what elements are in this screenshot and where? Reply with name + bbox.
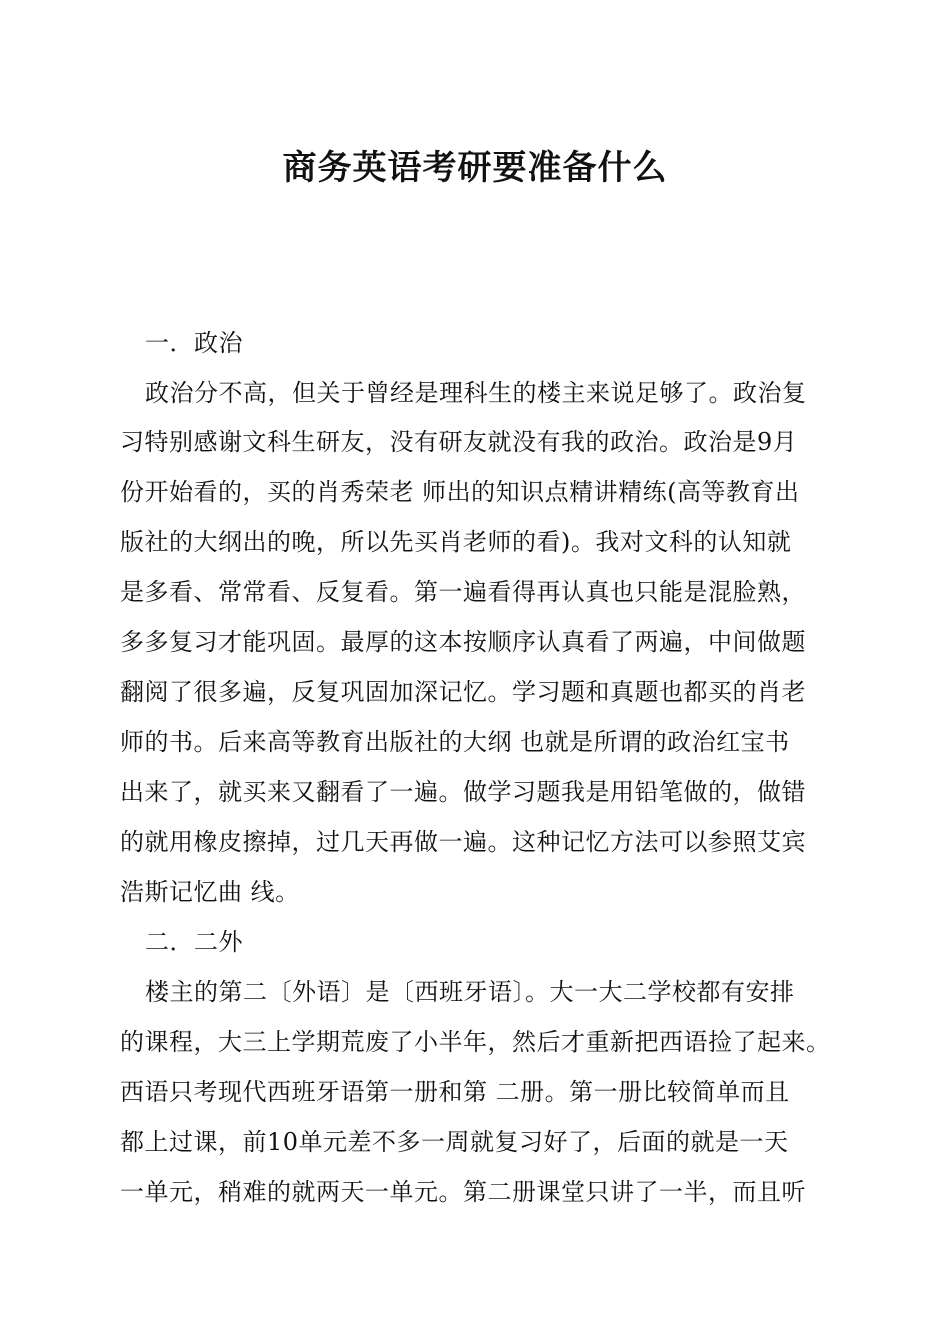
paragraph-line: 师的书。后来高等教育出版社的大纲 也就是所谓的政治红宝书 bbox=[120, 728, 790, 756]
paragraph-line: 版社的大纲出的晚，所以先买肖老师的看)。我对文科的认知就 bbox=[120, 528, 792, 556]
paragraph-line: 份开始看的，买的肖秀荣老 师出的知识点精讲精练(高等教育出 bbox=[120, 478, 800, 506]
paragraph-line: 浩斯记忆曲 线。 bbox=[120, 878, 300, 906]
paragraph-line: 西语只考现代西班牙语第一册和第 二册。第一册比较简单而且 bbox=[120, 1078, 790, 1106]
paragraph-line: 出来了，就买来又翻看了一遍。做学习题我是用铅笔做的，做错 bbox=[120, 778, 806, 806]
paragraph-line: 楼主的第二〔外语〕是〔西班牙语〕。大一大二学校都有安排 bbox=[145, 978, 795, 1006]
paragraph-line: 的就用橡皮擦掉，过几天再做一遍。这种记忆方法可以参照艾宾 bbox=[120, 828, 806, 856]
paragraph-line: 一单元，稍难的就两天一单元。第二册课堂只讲了一半，而且听 bbox=[120, 1178, 806, 1206]
section-heading-second-foreign-language: 二．二外 bbox=[145, 928, 243, 956]
paragraph-line: 的课程，大三上学期荒废了小半年，然后才重新把西语捡了起来。 bbox=[120, 1028, 831, 1056]
section-heading-politics: 一．政治 bbox=[145, 329, 243, 357]
page-title: 商务英语考研要准备什么 bbox=[282, 148, 668, 188]
paragraph-line: 政治分不高，但关于曾经是理科生的楼主来说足够了。政治复 bbox=[145, 379, 807, 407]
paragraph-line: 习特别感谢文科生研友，没有研友就没有我的政治。政治是9月 bbox=[120, 428, 798, 456]
paragraph-line: 多多复习才能巩固。最厚的这本按顺序认真看了两遍，中间做题 bbox=[120, 628, 806, 656]
paragraph-line: 翻阅了很多遍，反复巩固加深记忆。学习题和真题也都买的肖老 bbox=[120, 678, 806, 706]
paragraph-line: 是多看、常常看、反复看。第一遍看得再认真也只能是混脸熟， bbox=[120, 578, 806, 606]
paragraph-line: 都上过课，前10单元差不多一周就复习好了，后面的就是一天 bbox=[120, 1128, 789, 1156]
